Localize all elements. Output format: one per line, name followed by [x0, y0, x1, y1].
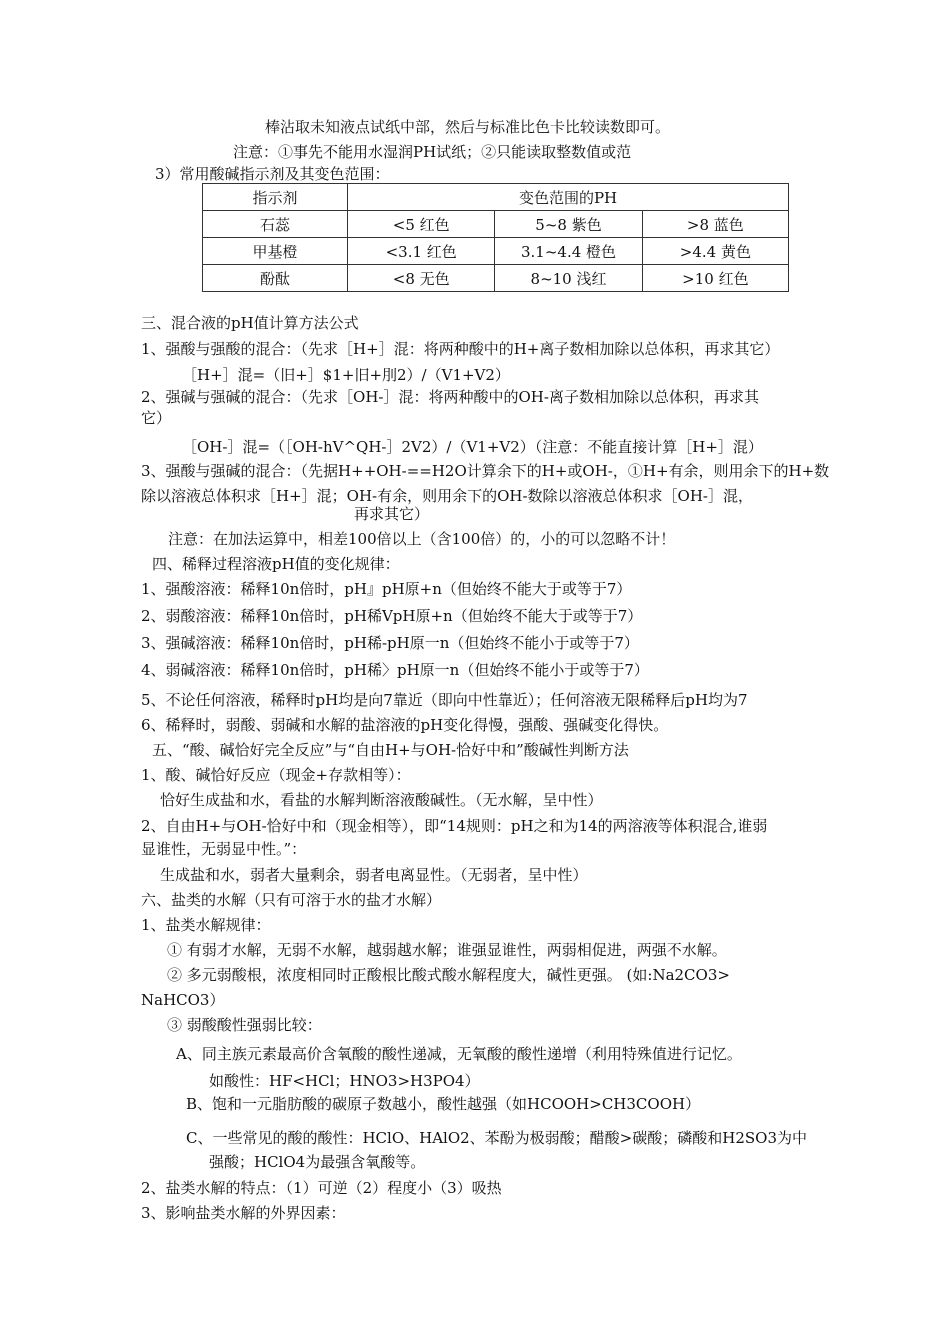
table-cell: 石蕊: [203, 211, 348, 238]
text-line: B、饱和一元脂肪酸的碳原子数越小，酸性越强（如HCOOH>CH3COOH）: [186, 1095, 701, 1113]
table-cell: 8~10 浅红: [495, 265, 642, 292]
text-line: 1、强酸与强酸的混合：（先求［H+］混：将两种酸中的H+离子数相加除以总体积，再求其它）: [141, 340, 780, 358]
text-line: A、同主族元素最高价含氧酸的酸性递减，无氧酸的酸性递增（利用特殊值进行记忆。: [176, 1045, 742, 1063]
text-line: 6、稀释时，弱酸、弱碱和水解的盐溶液的pH变化得慢，强酸、强碱变化得快。: [141, 716, 669, 734]
table-header-row: [203, 184, 789, 211]
text-line: ② 多元弱酸根，浓度相同时正酸根比酸式酸水解程度大，碱性更强。 (如:Na2CO3>: [167, 966, 730, 984]
text-line: 再求其它）: [354, 505, 430, 523]
text-line: 生成盐和水，弱者大量剩余，弱者电离显性。（无弱者，呈中性）: [160, 866, 588, 884]
table-header-cell: 指示剂: [203, 184, 348, 211]
text-line: 它）: [141, 409, 172, 427]
text-line: 4、弱碱溶液：稀释10n倍时，pH稀〉pH原一n（但始终不能小于或等于7）: [141, 661, 649, 679]
table-row: [203, 211, 789, 238]
text-line: 恰好生成盐和水，看盐的水解判断溶液酸碱性。（无水解，呈中性）: [160, 791, 603, 809]
text-line: 2、强碱与强碱的混合：（先求［OH-］混：将两种酸中的OH-离子数相加除以总体积，再求其: [141, 388, 759, 406]
text-line: 5、不论任何溶液，稀释时pH均是向7靠近（即向中性靠近）；任何溶液无限稀释后pH均为7: [141, 691, 748, 709]
table-header-cell: 变色范围的PH: [348, 184, 789, 211]
text-line: 3、影响盐类水解的外界因素：: [141, 1204, 346, 1222]
text-line: ［OH-］混=（［OH-hV^QH-］2V2）/（V1+V2）（注意：不能直接计算［H+］混）: [182, 438, 763, 456]
text-line: 2、盐类水解的特点：（1）可逆（2）程度小（3）吸热: [141, 1179, 502, 1197]
text-line: C、一些常见的酸的酸性：HClO、HAlO2、苯酚为极弱酸；醋酸>碳酸；磷酸和H2SO3为中: [186, 1129, 807, 1147]
table-cell: >8 蓝色: [642, 211, 788, 238]
text-line: 强酸；HClO4为最强含氧酸等。: [209, 1153, 426, 1171]
table-cell: <3.1 红色: [348, 238, 495, 265]
text-line: 五、“酸、碱恰好完全反应”与“自由H+与OH-恰好中和”酸碱性判断方法: [152, 741, 629, 759]
indicator-table: [202, 183, 789, 292]
text-line: 3、强碱溶液：稀释10n倍时，pH稀-pH原一n（但始终不能小于或等于7）: [141, 634, 639, 652]
text-line: 四、稀释过程溶液pH值的变化规律：: [152, 555, 400, 573]
text-line: 1、盐类水解规律：: [141, 916, 271, 934]
text-line: 注意：①事先不能用水湿润PH试纸；②只能读取整数值或范: [233, 143, 632, 161]
text-line: 显谁性，无弱显中性。”：: [141, 840, 307, 858]
table-cell: 酚酞: [203, 265, 348, 292]
text-line: 注意：在加法运算中，相差100倍以上（含100倍）的，小的可以忽略不计！: [168, 530, 676, 548]
text-line: 3、强酸与强碱的混合：（先据H++OH-==H2O计算余下的H+或OH-，①H+有余，则用余下的H+数: [141, 462, 830, 480]
table-cell: 5~8 紫色: [495, 211, 642, 238]
text-line: 2、弱酸溶液：稀释10n倍时，pH稀VpH原+n（但始终不能大于或等于7）: [141, 607, 643, 625]
text-line: 除以溶液总体积求［H+］混；OH-有余，则用余下的OH-数除以溶液总体积求［OH-］混，: [141, 487, 753, 505]
text-line: NaHCO3）: [141, 991, 225, 1009]
table-cell: <8 无色: [348, 265, 495, 292]
text-line: 3）常用酸碱指示剂及其变色范围：: [155, 165, 390, 183]
table-cell: >4.4 黄色: [642, 238, 788, 265]
table-cell: 3.1~4.4 橙色: [495, 238, 642, 265]
table-cell: >10 红色: [642, 265, 788, 292]
table-cell: 甲基橙: [203, 238, 348, 265]
text-line: 2、自由H+与OH-恰好中和（现金相等），即“14规则：pH之和为14的两溶液等体积混合,谁弱: [141, 817, 768, 835]
text-line: 1、强酸溶液：稀释10n倍时，pH』pH原+n（但始终不能大于或等于7）: [141, 580, 632, 598]
table-row: [203, 238, 789, 265]
text-line: 如酸性：HF<HCl；HNO3>H3PO4）: [209, 1072, 480, 1090]
text-line: ③ 弱酸酸性强弱比较：: [167, 1016, 322, 1034]
text-line: 1、酸、碱恰好反应（现金+存款相等）：: [141, 766, 411, 784]
text-line: 棒沾取未知液点试纸中部，然后与标准比色卡比较读数即可。: [265, 118, 671, 136]
text-line: 六、盐类的水解（只有可溶于水的盐才水解）: [141, 891, 442, 909]
table-cell: <5 红色: [348, 211, 495, 238]
table-row: [203, 265, 789, 292]
text-line: ① 有弱才水解，无弱不水解，越弱越水解；谁强显谁性，两弱相促进，两强不水解。: [167, 941, 727, 959]
text-line: ［H+］混=（旧+］$1+旧+刖2）/（V1+V2）: [182, 366, 510, 384]
text-line: 三、混合液的pH值计算方法公式: [141, 314, 359, 332]
